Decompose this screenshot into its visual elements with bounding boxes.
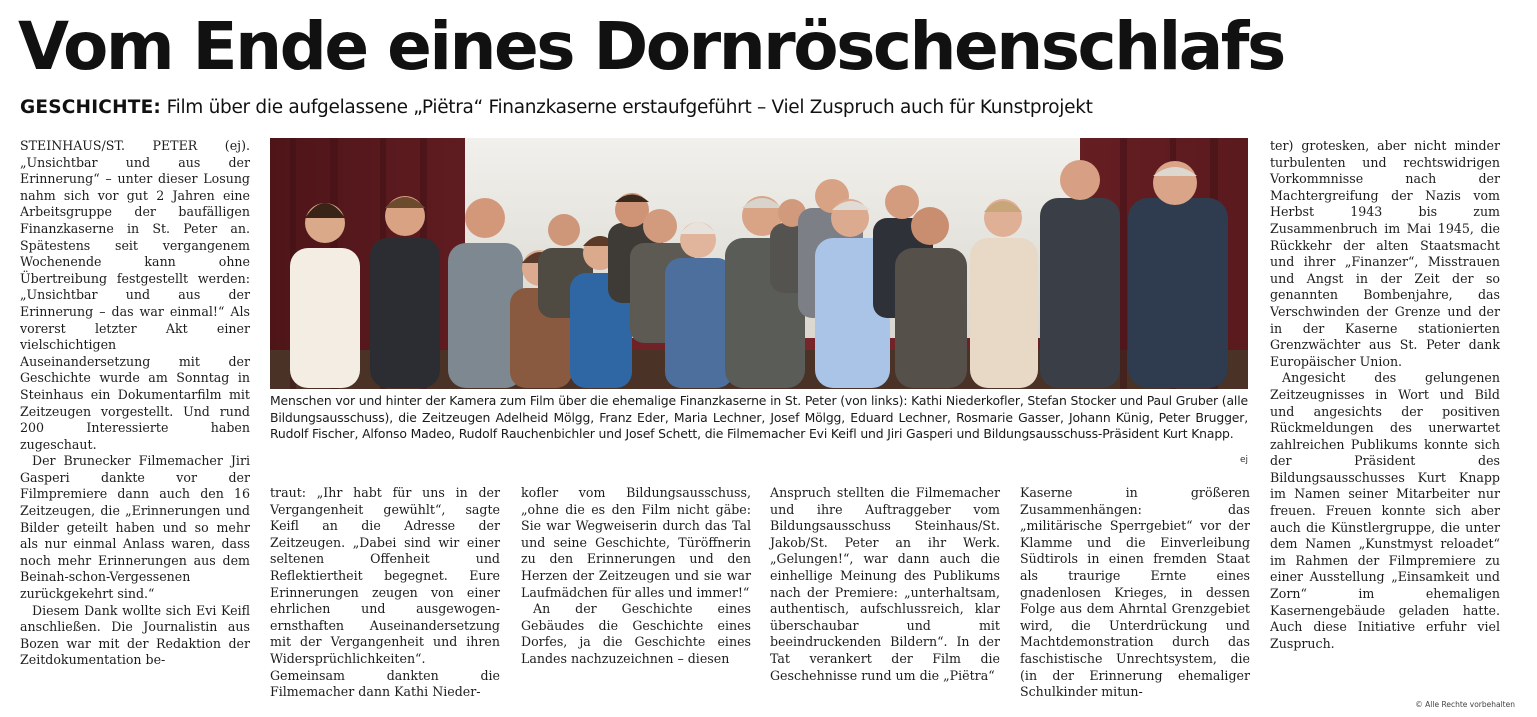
article-column-3 xyxy=(521,485,751,668)
kicker: GESCHICHTE: xyxy=(20,97,162,118)
article-column-4 xyxy=(770,485,1000,684)
copyright-notice: © Alle Rechte vorbehalten xyxy=(1415,700,1515,709)
article-column-5 xyxy=(1020,485,1250,701)
article-column-1 xyxy=(20,138,250,669)
group-photo-illustration xyxy=(270,138,1248,389)
article-column-2 xyxy=(270,485,500,701)
subheadline: Film über die aufgelassene „Piëtra“ Finanzkaserne erstaufgeführt – Viel Zuspruch auch für Kunstprojekt xyxy=(166,97,1093,118)
paragraph: Anspruch stellten die Filmemacher und ihre Auftraggeber vom Bildungsausschuss Steinhaus/St. Jakob/St. Peter an ihr Werk. „Gelungen!“, war dann auch die einhellige Meinung des Publikums nach der Premiere: „unterhaltsam, authentisch, aufschlussreich, klar überschaubar und mit beeindruckenden Bildern“. In der Tat verankert der Film die Geschehnisse rund um die „Piëtra“ xyxy=(770,485,1000,683)
paragraph: traut: „Ihr habt für uns in der Vergangenheit gewühlt“, sagte Keifl an die Adresse der Zeitzeugen. „Dabei sind wir einer seltenen Offenheit und Reflektiertheit begegnet. Eure Erinnerungen zeugen von einer ehrlichen und ausgewogen-ernsthaften Auseinandersetzung mit der Vergangenheit und ihren Widersprüchlichkeiten“. Gemeinsam dankten die Filmemacher dann Kathi Nieder- xyxy=(270,485,500,700)
subheadline-line xyxy=(20,95,1530,121)
paragraph: ter) grotesken, aber nicht minder turbulenten und rechtswidrigen Vorkommnisse nach der Machtergreifung der Nazis vom Herbst 1943 bis zum Zusammenbruch im Mai 1945, die Rückkehr der alten Staatsmacht und ihrer „Finanzer“, Misstrauen und Angst in der Zeit der so genannten Bombenjahre, das Verschwinden der Grenze und der in der Kaserne stationierten Grenzwächter aus St. Peter dank Europäischer Union. xyxy=(1270,138,1500,369)
paragraph: Diesem Dank wollte sich Evi Keifl anschließen. Die Journalistin aus Bozen war mit der Redaktion der Zeitdokumentation be- xyxy=(20,602,250,668)
headline: Vom Ende eines Dornröschenschlafs xyxy=(18,8,1284,85)
article-column-6 xyxy=(1270,138,1500,652)
paragraph: kofler vom Bildungsausschuss, „ohne die es den Film nicht gäbe: Sie war Wegweiserin durch das Tal und seine Geschichte, Türöffnerin zu den Erinnerungen und den Herzen der Zeitzeugen und sie war Laufmädchen für alles und immer!“ xyxy=(521,485,751,600)
paragraph: Kaserne in größeren Zusammenhängen: das „militärische Sperrgebiet“ vor der Klamme und die Einverleibung Südtirols in einen fremden Staat als traurige Ernte eines gnadenlosen Krieges, in dessen Folge aus dem Ahrntal Grenzgebiet wird, die Unterdrückung und Machtdemonstration durch das faschistische Unrechtsystem, die (in der Erinnerung ehemaliger Schulkinder mitun- xyxy=(1020,485,1250,700)
paragraph: Angesicht des gelungenen Zeitzeugnisses in Wort und Bild und angesichts der positiven Rückmeldungen des unerwartet zahlreichen Publikums konnte sich der Präsident des Bildungsausschusses Kurt Knapp im Namen seiner Mitarbeiter nur freuen. Freuen konnte sich aber auch die Künstlergruppe, die unter dem Namen „Kunstmyst reloadet“ im Rahmen der Filmpremiere zu einer Ausstellung „Einsamkeit und Zorn“ im ehemaligen Kasernengebäude geladen hatte. Auch diese Initiative erfuhr viel Zuspruch. xyxy=(1270,370,1500,651)
paragraph: Der Brunecker Filmemacher Jiri Gasperi dankte vor der Filmpremiere dann auch den 16 Zeitzeugen, die „Erinnerungen und Bilder geteilt haben und so mehr als nur einmal Anlass waren, dass noch mehr Erinnerungen aus dem Beinah-schon-Vergessenen zurückgekehrt sind.“ xyxy=(20,453,250,602)
paragraph: STEINHAUS/ST. PETER (ej). „Unsichtbar und aus der Erinnerung“ – unter dieser Losung nahm sich vor gut 2 Jahren eine Arbeitsgruppe der baufälligen Finanzkaserne in St. Peter an. Spätestens seit vergangenem Wochenende kann ohne Übertreibung festgestellt werden: „Unsichtbar und aus der Erinnerung – das war einmal!“ Als vorerst letzter Akt einer vielschichtigen Auseinandersetzung mit der Geschichte wurde am Sonntag in Steinhaus ein Dokumentarfilm mit Zeitzeugen vorgestellt. Und rund 200 Interessierte haben zugeschaut. xyxy=(20,138,250,452)
photo-caption: Menschen vor und hinter der Kamera zum Film über die ehemalige Finanzkaserne in St. Peter (von links): Kathi Niederkofler, Stefan Stocker und Paul Gruber (alle Bildungsausschuss), die Zeitzeugen Adelheid Mölgg, Franz Eder, Maria Lechner, Josef Mölgg, Eduard Lechner, Rosmarie Gasser, Johann Künig, Peter Brugger, Rudolf Fischer, Alfonso Madeo, Rudolf Rauchenbichler und Josef Schett, die Filmemacher Evi Keifl und Jiri Gasperi und Bildungsausschuss-Präsident Kurt Knapp. xyxy=(270,393,1248,442)
photo-credit: ej xyxy=(1239,455,1248,465)
paragraph: An der Geschichte eines Gebäudes die Geschichte eines Dorfes, ja die Geschichte eines Landes nachzuzeichnen – diesen xyxy=(521,601,751,666)
group-photo xyxy=(270,138,1248,389)
